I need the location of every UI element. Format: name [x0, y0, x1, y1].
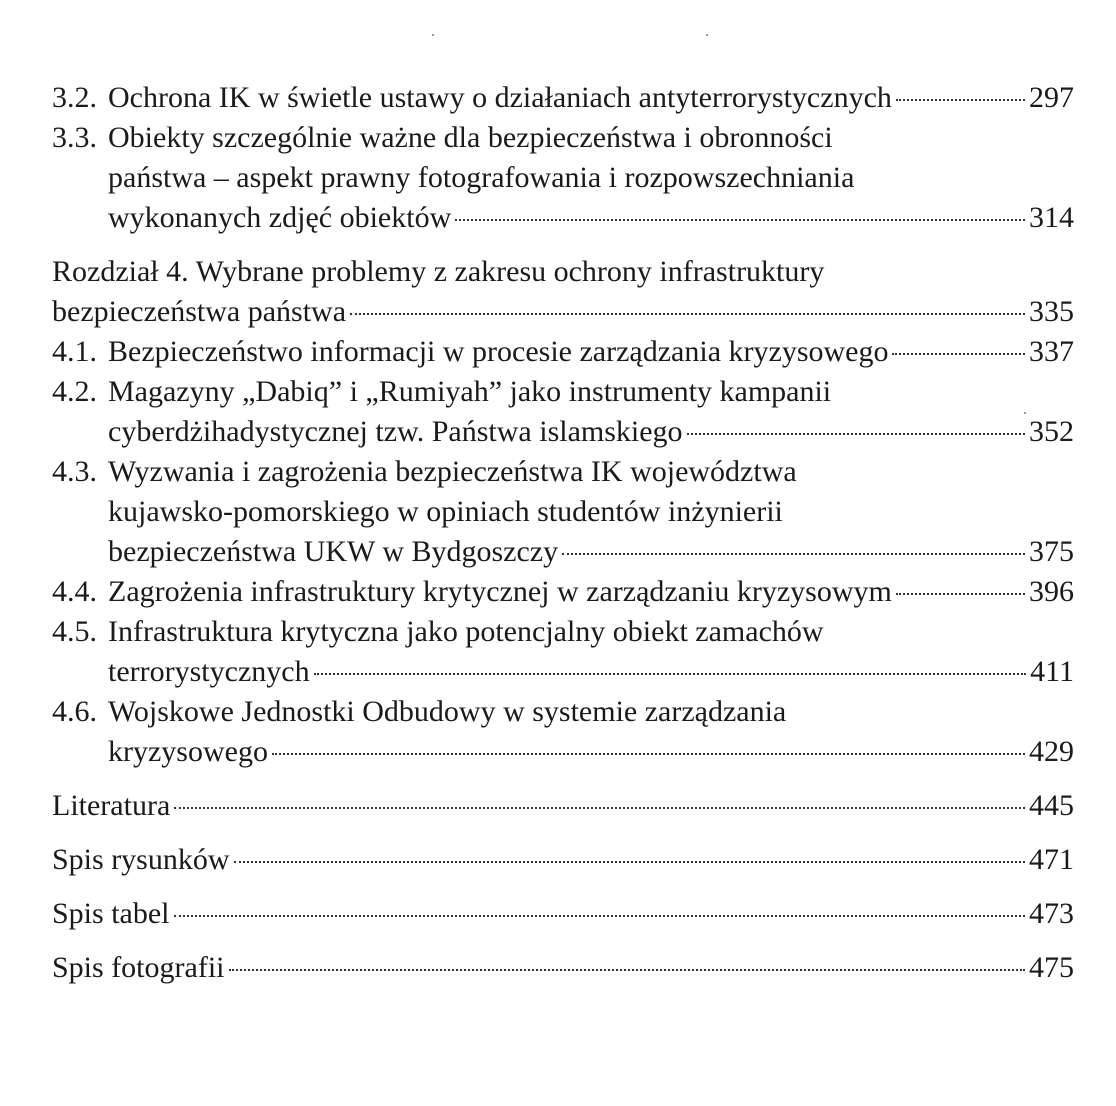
entry-title-line: kryzysowego [108, 735, 268, 768]
page-number: 471 [1029, 843, 1074, 876]
toc-entry-4-4[interactable] [52, 572, 1074, 612]
entry-title-line: Zagrożenia infrastruktury krytycznej w zarządzaniu kryzysowym [108, 575, 892, 608]
toc-entry-4-2[interactable] [52, 372, 1074, 452]
toc-entry-4-3[interactable] [52, 452, 1074, 572]
dot-leader [892, 353, 1025, 355]
entry-title-line: Wyzwania i zagrożenia bezpieczeństwa IK województwa [108, 455, 797, 488]
section-number: 4.3. [52, 455, 97, 488]
dot-leader [896, 593, 1025, 595]
entry-title-line: kujawsko-pomorskiego w opiniach studentów inżynierii [108, 495, 783, 528]
page-number: 335 [1029, 295, 1074, 328]
page-number: 396 [1029, 575, 1074, 608]
dot-leader [314, 673, 1027, 675]
section-number: 4.2. [52, 375, 97, 408]
dot-leader [350, 313, 1025, 315]
page-number: 337 [1029, 335, 1074, 368]
entry-title-line: Infrastruktura krytyczna jako potencjalny obiekt zamachów [108, 615, 824, 648]
entry-title-line: państwa – aspekt prawny fotografowania i rozpowszechniania [108, 161, 855, 194]
section-number: 4.1. [52, 335, 97, 368]
dot-leader [229, 969, 1026, 971]
page-number: 429 [1029, 735, 1074, 768]
entry-title-line: Spis tabel [52, 897, 170, 930]
scan-speck [706, 34, 708, 36]
toc-entry-3-3[interactable] [52, 118, 1074, 238]
page-number: 473 [1029, 897, 1074, 930]
entry-title-line: Ochrona IK w świetle ustawy o działaniach antyterrorystycznych [108, 81, 892, 114]
section-number: 3.2. [52, 81, 97, 114]
chapter-title-line: bezpieczeństwa państwa [52, 295, 347, 328]
dot-leader [272, 753, 1025, 755]
page-number: 352 [1029, 415, 1074, 448]
section-number: 4.4. [52, 575, 97, 608]
entry-title-line: Spis fotografii [52, 951, 225, 984]
page-number: 411 [1030, 655, 1074, 688]
entry-title-line: Literatura [52, 789, 171, 822]
toc-entry-3-2[interactable] [52, 78, 1074, 118]
entry-title-line: Wojskowe Jednostki Odbudowy w systemie zarządzania [108, 695, 787, 728]
dot-leader [174, 915, 1026, 917]
dot-leader [562, 553, 1025, 555]
toc-entry-4-1[interactable] [52, 332, 1074, 372]
page-number: 297 [1029, 81, 1074, 114]
chapter-title-line: Rozdział 4. Wybrane problemy z zakresu ochrony infrastruktury [52, 255, 825, 288]
page-number: 445 [1029, 789, 1074, 822]
page-number: 375 [1029, 535, 1074, 568]
entry-title-line: wykonanych zdjęć obiektów [108, 201, 452, 234]
dot-leader [174, 807, 1025, 809]
toc-entry-4-6[interactable] [52, 692, 1074, 772]
section-number: 4.6. [52, 695, 97, 728]
entry-title-line: bezpieczeństwa UKW w Bydgoszczy [108, 535, 559, 568]
table-of-contents [52, 78, 1074, 988]
entry-title-line: cyberdżihadystycznej tzw. Państwa islamskiego [108, 415, 683, 448]
dot-leader [234, 861, 1025, 863]
dot-leader [687, 433, 1025, 435]
entry-title-line: Bezpieczeństwo informacji w procesie zarządzania kryzysowego [108, 335, 889, 368]
dot-leader [455, 219, 1025, 221]
scan-speck [432, 34, 434, 36]
toc-entry-4-5[interactable] [52, 612, 1074, 692]
toc-spis-rysunkow[interactable] [52, 840, 1074, 880]
toc-spis-tabel[interactable] [52, 894, 1074, 934]
entry-title-line: Magazyny „Dabiq” i „Rumiyah” jako instrumenty kampanii [108, 375, 832, 408]
page-number: 314 [1029, 201, 1074, 234]
entry-title-line: Obiekty szczególnie ważne dla bezpieczeństwa i obronności [108, 121, 833, 154]
dot-leader [896, 99, 1025, 101]
toc-literatura[interactable] [52, 786, 1074, 826]
toc-spis-fotografii[interactable] [52, 948, 1074, 988]
section-number: 4.5. [52, 615, 97, 648]
toc-chapter-4[interactable] [52, 252, 1074, 332]
section-number: 3.3. [52, 121, 97, 154]
page-number: 475 [1029, 951, 1074, 984]
entry-title-line: terrorystycznych [108, 655, 310, 688]
entry-title-line: Spis rysunków [52, 843, 230, 876]
